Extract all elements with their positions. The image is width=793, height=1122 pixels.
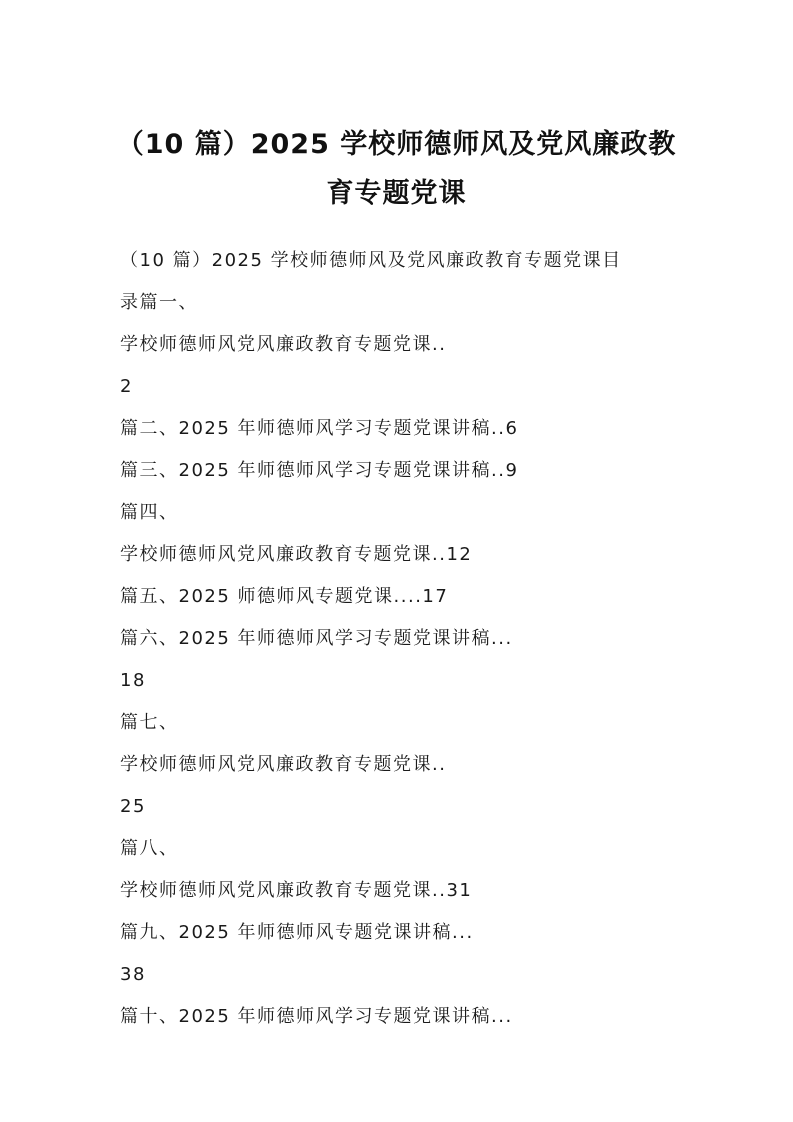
toc-page-number: 2	[120, 376, 133, 397]
document-title-line-2: 育专题党课	[326, 178, 467, 209]
toc-line: 学校师德师风党风廉政教育专题党课..	[120, 334, 447, 355]
toc-line: 篇六、2025 年师德师风学习专题党课讲稿...	[120, 628, 513, 649]
toc-line: 篇五、2025 师德师风专题党课....17	[120, 586, 449, 607]
toc-line: 录篇一、	[120, 292, 198, 313]
toc-page-number: 25	[120, 796, 146, 817]
toc-line: 篇十、2025 年师德师风学习专题党课讲稿...	[120, 1006, 513, 1027]
toc-page-number: 18	[120, 670, 146, 691]
toc-line: 篇二、2025 年师德师风学习专题党课讲稿..6	[120, 418, 519, 439]
document-title-line-1: （10 篇）2025 学校师德师风及党风廉政教	[116, 129, 677, 160]
toc-line: 篇九、2025 年师德师风专题党课讲稿...	[120, 922, 474, 943]
toc-line: 篇八、	[120, 838, 179, 859]
toc-line: 篇七、	[120, 712, 179, 733]
toc-line: 学校师德师风党风廉政教育专题党课..12	[120, 544, 473, 565]
toc-heading-line: （10 篇）2025 学校师德师风及党风廉政教育专题党课目	[120, 250, 622, 271]
toc-line: 学校师德师风党风廉政教育专题党课..31	[120, 880, 473, 901]
toc-line: 篇四、	[120, 502, 179, 523]
toc-page-number: 38	[120, 964, 146, 985]
toc-line: 篇三、2025 年师德师风学习专题党课讲稿..9	[120, 460, 519, 481]
toc-line: 学校师德师风党风廉政教育专题党课..	[120, 754, 447, 775]
